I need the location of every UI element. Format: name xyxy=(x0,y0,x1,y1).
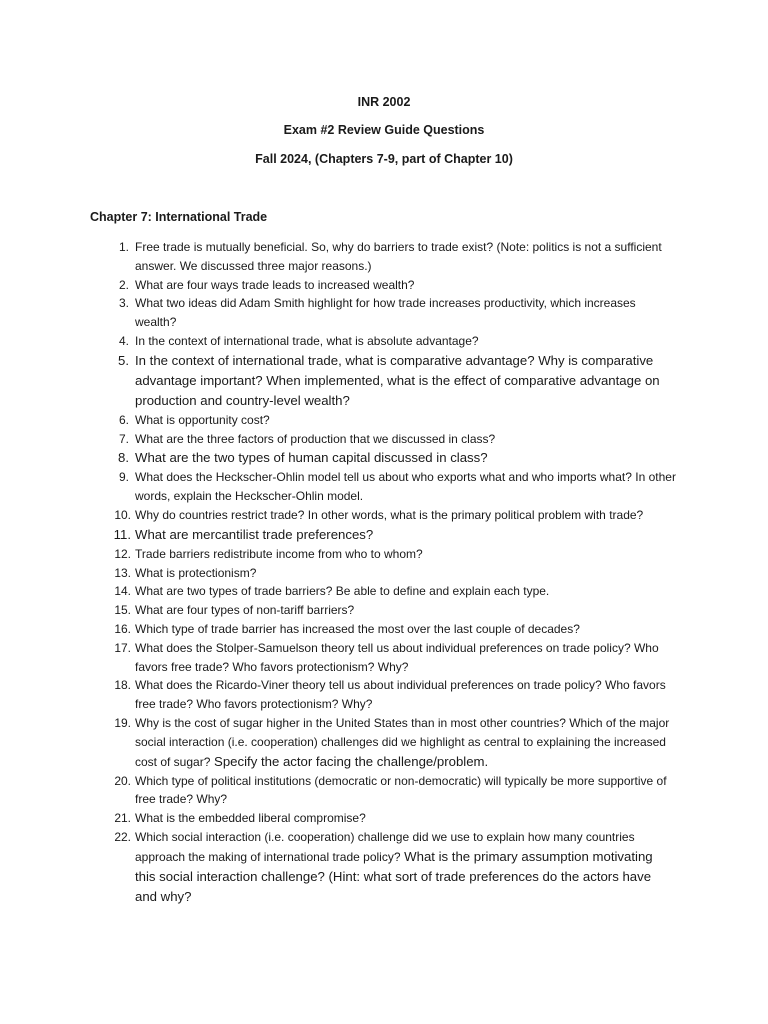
question-text: Why do countries restrict trade? In other words, what is the primary political problem with trade? xyxy=(135,507,644,522)
question-item-2 xyxy=(0,276,768,295)
question-text: What are mercantilist trade preferences? xyxy=(135,526,374,542)
question-item-15 xyxy=(0,601,768,620)
question-text: What does the Stolper-Samuelson theory tell us about individual preferences on trade policy? Who favors free trade? Who favors protectionism? Why? xyxy=(135,640,659,674)
question-item-7 xyxy=(0,430,768,449)
question-text: What is the embedded liberal compromise? xyxy=(135,811,366,826)
question-number: 6. xyxy=(118,412,129,427)
question-number: 3. xyxy=(118,296,129,311)
question-item-8 xyxy=(0,448,768,468)
question-number: 1. xyxy=(118,240,129,254)
question-text: Trade barriers redistribute income from who to whom? xyxy=(135,546,423,561)
chapter-heading: Chapter 7: International Trade xyxy=(90,210,268,224)
question-text-tail: What is the primary assumption motivating this social interaction challenge? (Hint: what sort of trade preferences do the actors have and why? xyxy=(135,848,653,904)
question-number: 19. xyxy=(114,715,131,730)
question-number: 7. xyxy=(118,431,129,446)
question-number: 2. xyxy=(118,277,129,292)
question-number: 11. xyxy=(113,526,131,542)
question-text xyxy=(135,830,653,904)
question-item-22 xyxy=(0,828,768,907)
question-item-18 xyxy=(0,676,768,714)
question-text: What is protectionism? xyxy=(135,565,257,580)
question-text: What are two types of trade barriers? Be able to define and explain each type. xyxy=(135,584,550,599)
question-number: 8. xyxy=(118,450,129,466)
document-title: Exam #2 Review Guide Questions xyxy=(283,123,485,137)
question-text-main: Why is the cost of sugar higher in the United States than in most other countries? Which of the major social interaction (i.e. cooperation) challenges did we highlight as central to explaining the increased cost of sugar? xyxy=(135,715,670,769)
question-number: 20. xyxy=(114,773,131,788)
question-number: 5. xyxy=(118,352,129,368)
question-text: What two ideas did Adam Smith highlight for how trade increases productivity, which increases wealth? xyxy=(135,296,636,330)
question-item-21 xyxy=(0,809,768,828)
course-code: INR 2002 xyxy=(357,95,411,109)
question-text: Which type of trade barrier has increased the most over the last couple of decades? xyxy=(135,621,580,636)
question-number: 13. xyxy=(114,565,131,580)
question-number: 18. xyxy=(114,678,131,693)
question-item-5 xyxy=(0,351,768,411)
question-text: What are four types of non-tariff barriers? xyxy=(135,603,355,618)
question-item-9 xyxy=(0,468,768,506)
question-item-20 xyxy=(0,772,768,810)
question-text: What is opportunity cost? xyxy=(135,412,270,427)
question-item-12 xyxy=(0,545,768,564)
question-text: What does the Ricardo-Viner theory tell us about individual preferences on trade policy? Who favors free trade? Who favors protectionism? Why? xyxy=(135,678,666,712)
question-text-tail: Specify the actor facing the challenge/problem. xyxy=(210,753,489,769)
question-number: 4. xyxy=(118,333,129,348)
question-number: 17. xyxy=(114,640,131,655)
question-text: What are the two types of human capital discussed in class? xyxy=(135,450,488,466)
question-text: What are four ways trade leads to increased wealth? xyxy=(135,277,415,292)
question-text: Which type of political institutions (democratic or non-democratic) will typically be more supportive of free trade? Why? xyxy=(135,773,667,807)
question-item-13 xyxy=(0,564,768,583)
question-text-main: Which social interaction (i.e. cooperation) challenge did we use to explain how many countries approach the making of international trade policy? xyxy=(135,829,635,864)
question-text: In the context of international trade, what is comparative advantage? Why is comparative advantage important? When implemented, what is the effect of comparative advantage on production and country-level wealth? xyxy=(135,352,660,408)
question-item-11 xyxy=(0,525,768,545)
question-list xyxy=(0,238,768,907)
question-item-16 xyxy=(0,620,768,639)
question-text xyxy=(135,716,669,769)
question-number: 14. xyxy=(114,584,131,599)
question-number: 16. xyxy=(114,621,131,636)
question-item-17 xyxy=(0,639,768,677)
question-item-10 xyxy=(0,506,768,525)
question-item-14 xyxy=(0,582,768,601)
question-item-1 xyxy=(0,238,768,276)
question-item-3 xyxy=(0,294,768,332)
term-subtitle: Fall 2024, (Chapters 7-9, part of Chapter 10) xyxy=(255,152,513,166)
question-number: 21. xyxy=(114,811,131,826)
question-text: What does the Heckscher-Ohlin model tell us about who exports what and who imports what? In other words, explain the Heckscher-Ohlin model. xyxy=(135,470,676,504)
question-item-6 xyxy=(0,411,768,430)
question-number: 10. xyxy=(114,507,131,522)
question-number: 12. xyxy=(114,546,131,561)
question-text: What are the three factors of production that we discussed in class? xyxy=(135,431,496,446)
question-item-4 xyxy=(0,332,768,351)
question-text: In the context of international trade, what is absolute advantage? xyxy=(135,333,479,348)
question-number: 9. xyxy=(118,470,129,485)
question-item-19 xyxy=(0,714,768,772)
question-number: 22. xyxy=(114,829,131,844)
question-text: Free trade is mutually beneficial. So, why do barriers to trade exist? (Note: politics is not a sufficient answer. We discussed three major reasons.) xyxy=(135,240,662,273)
question-number: 15. xyxy=(114,603,131,618)
